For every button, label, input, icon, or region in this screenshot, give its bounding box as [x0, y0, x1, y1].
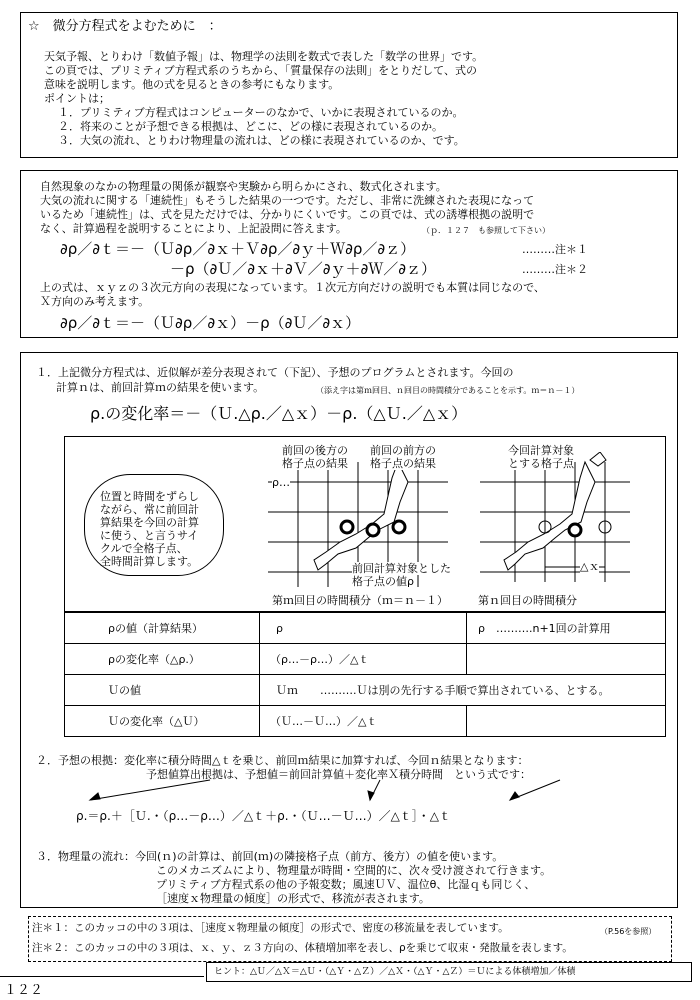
map-m-label-front: 格子点の結果	[370, 457, 436, 470]
table-n-cell	[466, 643, 666, 675]
left-note-line: 全時間計算します。	[100, 555, 199, 568]
map-n-caption: 第ｎ回目の時間積分	[478, 594, 577, 607]
map-m-label-target: 前回計算対象とした	[352, 562, 451, 575]
map-m-label-target: 格子点の値ρ	[352, 575, 414, 588]
item2-line: 予想値算出根拠は、予想値＝前回計算値＋変化率Ｘ積分時間 という式です：	[146, 768, 531, 781]
table-row-label: Ｕの値	[108, 684, 141, 697]
table-row-label: Ｕの変化率（△Ｕ）	[108, 715, 205, 728]
left-note-line: 算結果を今回の計算	[100, 516, 199, 529]
hint-text: ヒント：△Ｕ／△Ｘ＝△Ｕ・（△Ｙ・△Ｚ）／△Ｘ・（△Ｙ・△Ｚ）＝Ｕによる体積増加／体積	[214, 967, 576, 977]
intro-line: この頁では、プリミティブ方程式系のうちから、「質量保存の法則」をとりだして、式の	[44, 64, 477, 77]
left-note-line: 位置と時間をずらし	[100, 490, 199, 503]
item1-line: 計算ｎは、前回計算ｍの結果を使います。	[56, 381, 265, 394]
map-m-label-back: 格子点の結果	[282, 457, 348, 470]
table-label-cell	[64, 674, 260, 706]
item1-line: １．上記微分方程式は、近似解が差分表現されて（下記）、予想のプログラムとされます。今回の	[36, 366, 514, 379]
left-note-line: クルで全格子点、	[100, 542, 188, 555]
table-row-m: Ｕｍ ……….Ｕは別の先行する手順で算出されている、とする。	[276, 684, 610, 697]
item3-line: ［速度ｘ物理量の傾度］の形式で、移流が表されます。	[156, 892, 430, 905]
map-m-label-back: 前回の後方の	[282, 444, 348, 457]
intro-title: ☆ 微分方程式をよむために ：	[28, 19, 222, 34]
intro-line: 意味を説明します。他の式を見るときの参考にもなります。	[44, 78, 340, 91]
eq-intro-line: 大気の流れに関する「連続性」もそうした結果の一つです。ただし、非常に洗練された表現になって	[40, 194, 535, 207]
item3-line: このメカニズムにより、物理量が時間・空間的に、次々受け渡されて行きます。	[156, 864, 552, 877]
eq-intro-line: なく、計算過程を説明することにより、上記設問に答えます。	[40, 222, 347, 235]
grid-map-n	[480, 452, 630, 587]
left-note-line: に使う、と言うサイ	[100, 529, 199, 542]
page-reference: （ｐ．１２７ も参照して下さい）	[422, 226, 550, 235]
intro-point: ３．大気の流れ、とりわけ物理量の流れは、どの様に表現されているのか、です。	[58, 134, 465, 147]
bottom-rule	[0, 976, 204, 977]
map-n-label: とする格子点	[508, 457, 574, 470]
continuity-equation-x: ∂ρ／∂ｔ＝－（Ｕ∂ρ／∂ｘ）－ρ（∂Ｕ／∂ｘ）	[60, 314, 361, 332]
intro-line: ポイントは；	[44, 92, 110, 105]
forecast-equation: ρ.＝ρ.＋［Ｕ.・（ρ…－ρ…）／△ｔ＋ρ.・（Ｕ…－Ｕ…）／△ｔ］・△ｔ	[76, 809, 452, 823]
table-row-m: （Ｕ…－Ｕ…）／△ｔ	[270, 715, 378, 728]
map-m-rho: ρ…	[272, 476, 290, 489]
continuity-equation-1: ∂ρ／∂ｔ＝－（Ｕ∂ρ／∂ｘ＋Ｖ∂ρ／∂ｙ＋Ｗ∂ρ／∂ｚ）	[60, 240, 416, 258]
item3-line: ３．物理量の流れ：今回(ｎ)の計算は、前回(ｍ)の隣接格子点（前方、後方）の値を使います。	[36, 850, 504, 863]
eq-after-line: 上の式は、ｘｙｚの３次元方向の表現になっています。１次元方向だけの説明でも本質は同じなので、	[40, 281, 545, 294]
map-m-label-front: 前回の前方の	[370, 444, 436, 457]
table-row-n: ρ ……….n+1回の計算用	[478, 622, 611, 635]
map-n-label: 今回計算対象	[508, 444, 574, 457]
map-n-dx: △ｘ	[580, 560, 600, 573]
eq-intro-line: いるため「連続性」は、式を見ただけでは、分かりにくいです。この頁では、式の誘導根拠の説明で	[40, 208, 535, 221]
eq-intro-line: 自然現象のなかの物理量の関係が観察や実験から明らかにされ、数式化されます。	[40, 180, 447, 193]
item2-line: ２．予想の根拠：変化率に積分時間△ｔを乗じ、前回ｍ結果に加算すれば、今回ｎ結果となります：	[36, 754, 529, 767]
rate-equation: ρ.の変化率＝－（Ｕ.△ρ.／△ｘ）－ρ.（△Ｕ.／△ｘ）	[90, 404, 468, 423]
left-note-line: ながら、常に前回計	[100, 503, 199, 516]
note-1-ref: （P.56を参照）	[600, 927, 657, 936]
continuity-equation-2: －ρ（∂Ｕ／∂ｘ＋∂Ｖ／∂ｙ＋∂Ｗ／∂ｚ）	[170, 260, 437, 278]
eq-after-line: Ｘ方向のみ考えます。	[40, 295, 150, 308]
table-row-m: ρ	[276, 622, 283, 635]
note-2: 注＊２：このカッコの中の３項は、ｘ、ｙ、ｚ３方向の、体積増加率を表し、ρを乗じて収束・発散量を表します。	[32, 942, 573, 954]
table-n-cell	[466, 705, 666, 737]
table-m-cell	[259, 612, 467, 644]
table-row-label: ρの変化率（△ρ.）	[108, 653, 200, 666]
item2-arrows	[60, 778, 580, 808]
intro-point: ２．将来のことが予想できる根拠は、どこに、どの様に表現されているのか。	[58, 120, 443, 133]
note-ref-1: ………注＊１	[522, 243, 588, 256]
item3-line: プリミティブ方程式系の他の予報変数；風速ＵＶ、温位θ、比湿ｑも同じく、	[156, 878, 536, 891]
note-1: 注＊１：このカッコの中の３項は、［速度ｘ物理量の傾度］の形式で、密度の移流量を表しています。	[32, 922, 509, 934]
page-number: １２２	[4, 983, 44, 998]
note-ref-2: ………注＊２	[522, 263, 588, 276]
item1-note: （添え字は第ｍ回目、ｎ回目の時間積分であることを示す。ｍ＝ｎ－１）	[316, 386, 580, 395]
intro-point: １．プリミティブ方程式はコンピューターのなかで、いかに表現されているのか。	[58, 106, 464, 119]
table-row-m: （ρ…－ρ…）／△ｔ	[270, 653, 370, 666]
intro-line: 天気予報、とりわけ「数値予報」は、物理学の法則を数式で表した「数学の世界」です。	[44, 50, 484, 63]
table-row-label: ρの値（計算結果）	[108, 622, 203, 635]
map-m-caption: 第ｍ回目の時間積分（ｍ＝ｎ－１）	[272, 594, 448, 607]
